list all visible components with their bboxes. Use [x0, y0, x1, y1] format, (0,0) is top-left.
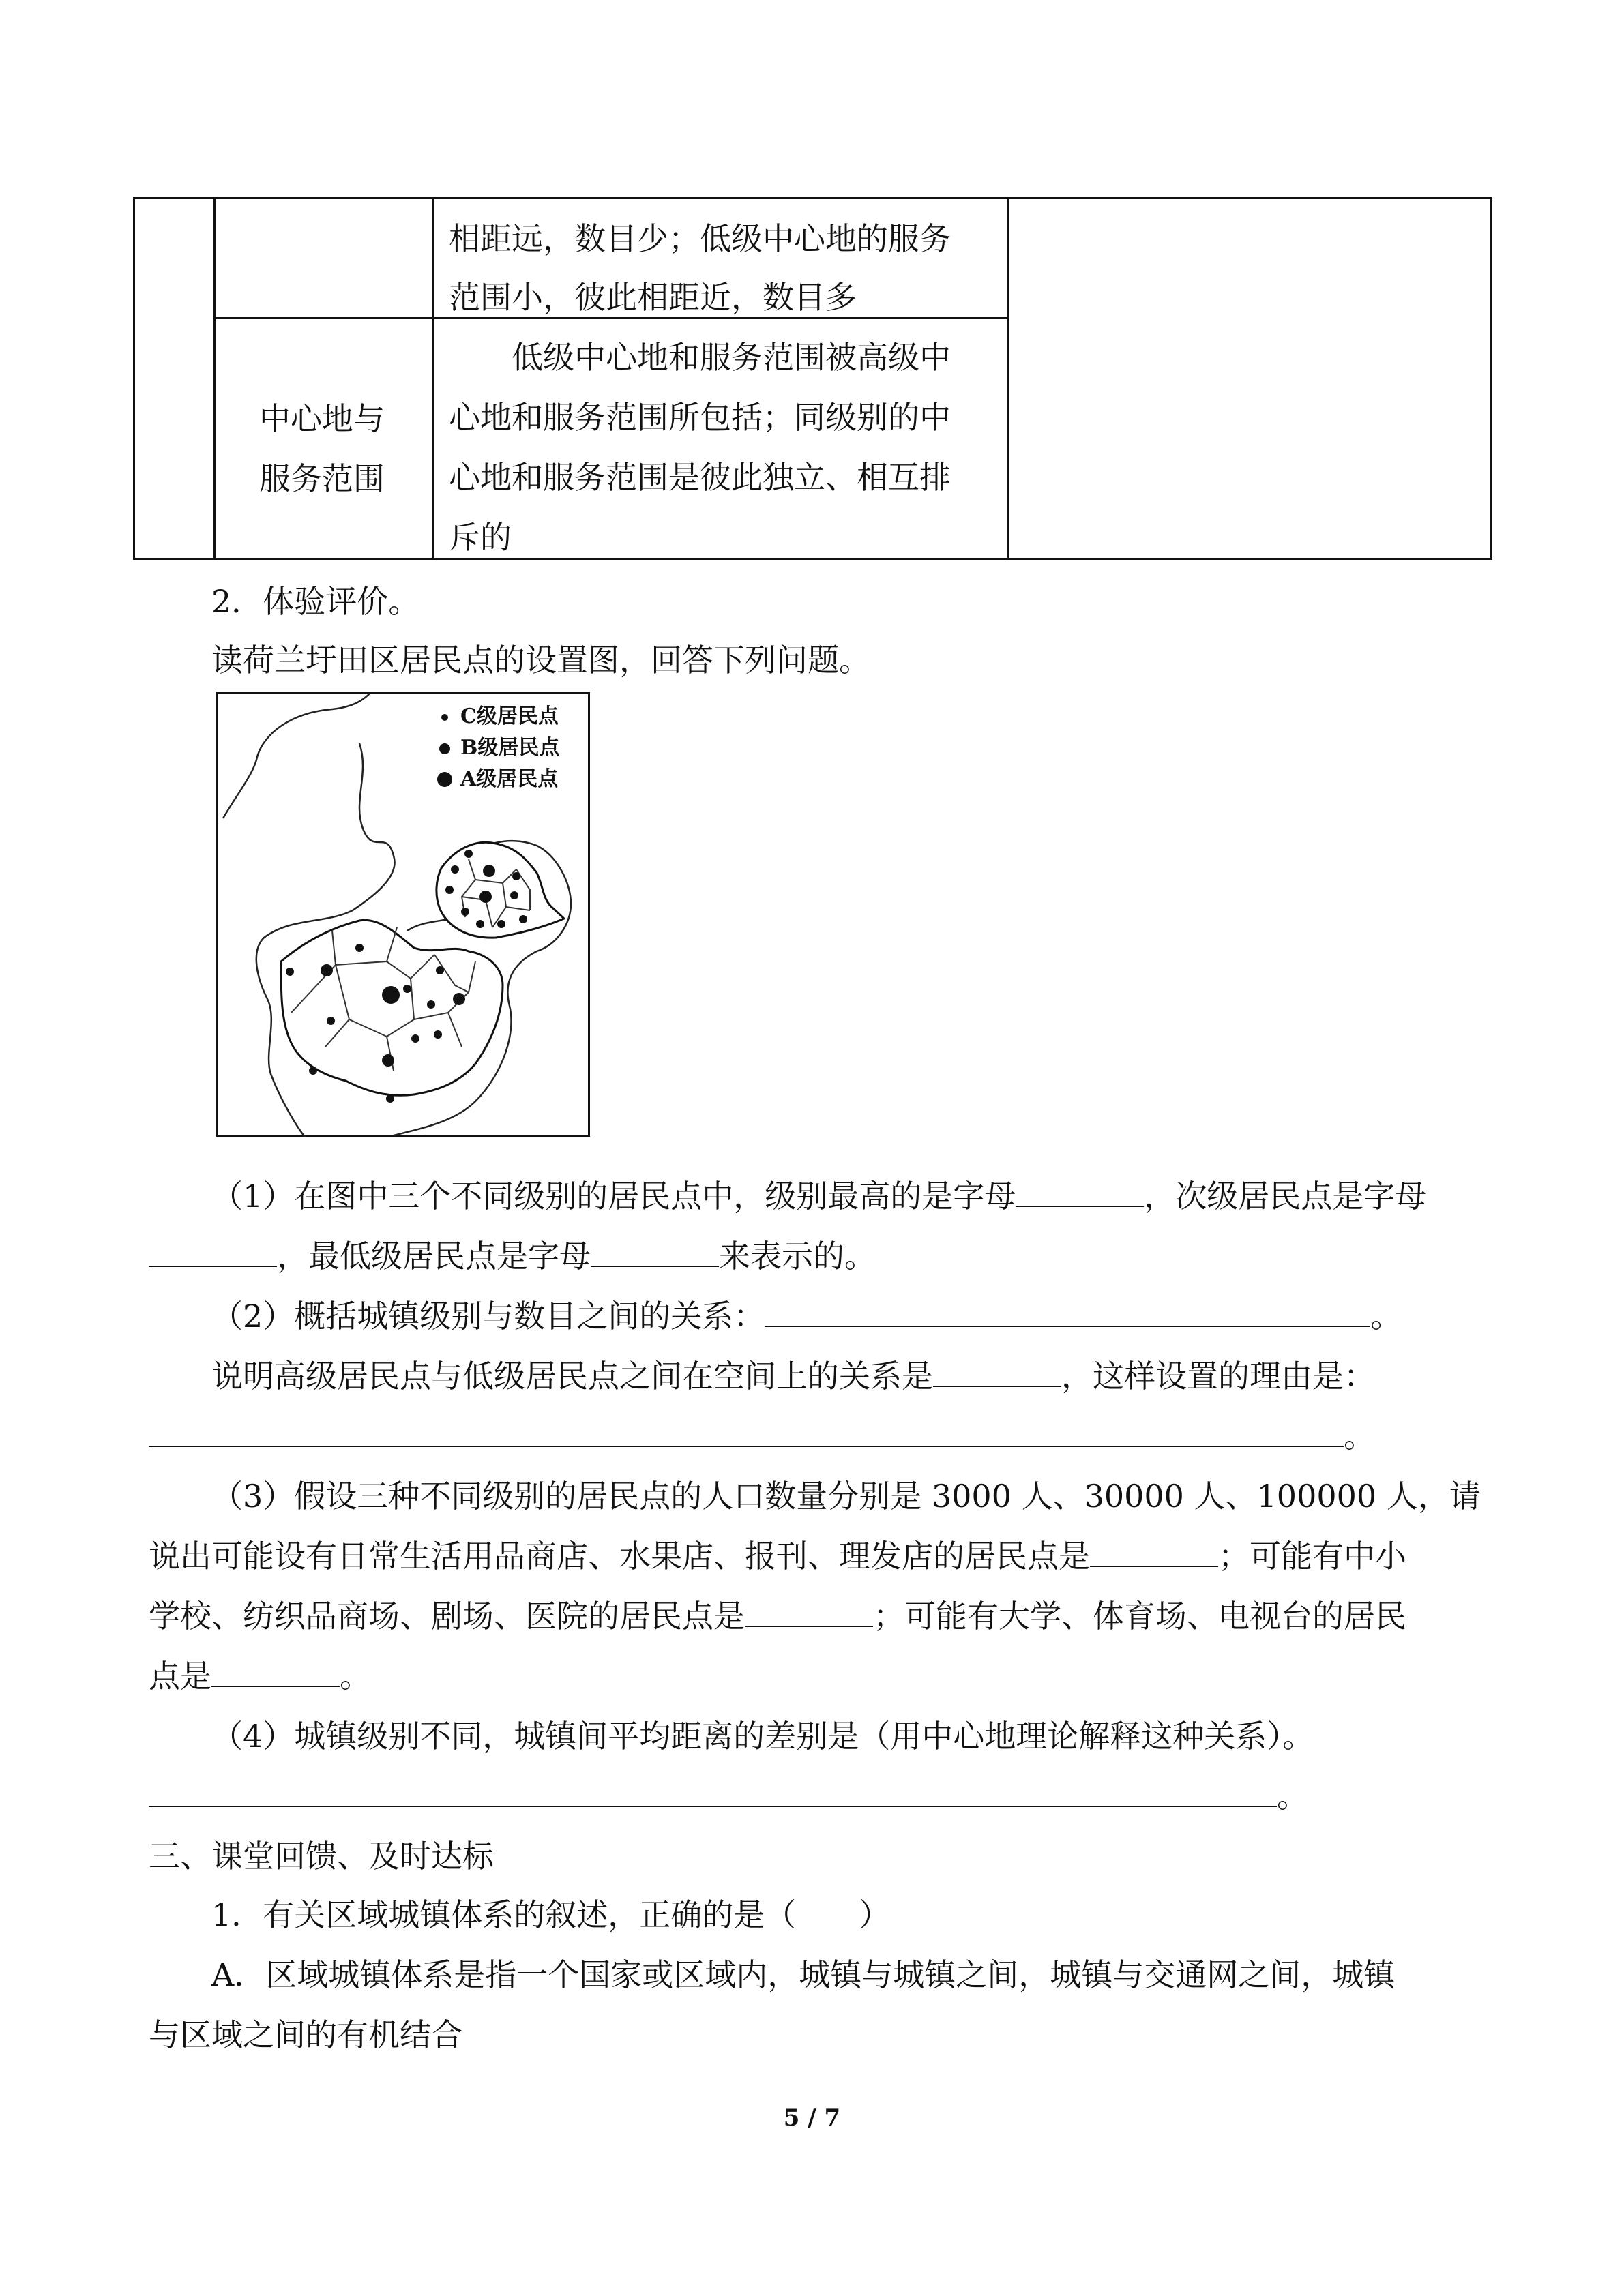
settlement-b	[321, 964, 333, 976]
section-3-q1: 1．有关区域城镇体系的叙述，正确的是（ ）	[211, 1896, 891, 1933]
q3-text: 。	[340, 1658, 371, 1695]
settlement-c	[327, 1017, 335, 1025]
settlement-c	[461, 908, 469, 916]
section-3-option-a-line-2: 与区域之间的有机结合	[149, 2016, 462, 2053]
settlement-c	[497, 920, 505, 928]
settlement-b	[382, 1054, 394, 1067]
answer-blank-q1-second[interactable]	[149, 1237, 277, 1267]
answer-blank-q2-reason[interactable]	[149, 1417, 1344, 1447]
q3-text: ；可能有中小	[1218, 1538, 1406, 1575]
table-col-sep-3	[1007, 197, 1009, 560]
settlement-c	[355, 944, 364, 952]
q2-text: 。	[1344, 1418, 1375, 1455]
table-border-top	[133, 197, 1492, 199]
settlement-c	[476, 920, 484, 928]
section-2-heading: 2．体验评价。	[211, 583, 420, 620]
table-row-2-label-line: 中心地与	[259, 400, 385, 437]
answer-blank-q2-relation[interactable]	[765, 1297, 1370, 1327]
q1-text: ，最低级居民点是字母	[277, 1238, 591, 1274]
q2-line-2	[211, 1356, 1375, 1397]
q1-text: ，次级居民点是字母	[1144, 1178, 1427, 1214]
table-row-2-desc-line: 低级中心地和服务范围被高级中	[512, 339, 951, 376]
answer-blank-q1-lowest[interactable]	[591, 1237, 719, 1267]
q3-text: 学校、纺织品商场、剧场、医院的居民点是	[149, 1598, 745, 1635]
q4-line-2	[149, 1776, 1308, 1817]
answer-blank-q4-distance[interactable]	[149, 1777, 1277, 1807]
settlement-c	[286, 968, 294, 976]
table-border-bottom	[133, 558, 1492, 560]
q1-text: （1）在图中三个不同级别的居民点中，级别最高的是字母	[211, 1178, 1016, 1214]
table-border-right	[1490, 197, 1492, 560]
q2-text: ，这样设置的理由是：	[1061, 1358, 1375, 1395]
q3-text: ；可能有大学、体育场、电视台的居民	[873, 1598, 1406, 1635]
section-3-heading: 三、课堂回馈、及时达标	[149, 1838, 494, 1875]
q1-line-2	[149, 1236, 876, 1277]
settlement-c	[434, 1030, 442, 1039]
settlement-c	[512, 872, 520, 880]
settlement-c	[386, 1094, 394, 1103]
settlement-c	[309, 1067, 317, 1075]
legend-c-label: C级居民点	[460, 704, 559, 728]
section-3-option-a-line-1: A．区域城镇体系是指一个国家或区域内，城镇与城镇之间，城镇与交通网之间，城镇	[211, 1956, 1396, 1993]
table-row-2-desc-line: 心地和服务范围所包括；同级别的中	[449, 399, 951, 436]
q2-text: 。	[1370, 1298, 1402, 1335]
q3-text: 点是	[149, 1658, 211, 1695]
legend-b-label: B级居民点	[460, 736, 560, 760]
answer-blank-q3-school[interactable]	[745, 1597, 873, 1627]
settlement-c	[436, 966, 444, 974]
section-2-intro: 读荷兰圩田区居民点的设置图，回答下列问题。	[211, 642, 870, 679]
answer-blank-q3-daily[interactable]	[1090, 1537, 1218, 1567]
table-col-sep-2	[432, 197, 434, 560]
settlement-b	[479, 891, 492, 903]
legend-a-dot	[437, 772, 452, 787]
settlement-c	[451, 865, 459, 874]
q4-text: 。	[1277, 1778, 1308, 1815]
settlement-b	[483, 865, 495, 877]
settlement-b	[453, 993, 465, 1005]
settlement-c	[403, 985, 411, 993]
settlement-c	[411, 1034, 419, 1043]
table-row-1-desc-line: 范围小，彼此相距近，数目多	[449, 279, 857, 316]
q3-text: 说出可能设有日常生活用品商店、水果店、报刊、理发店的居民点是	[149, 1538, 1090, 1575]
q1-line-1	[211, 1176, 1426, 1217]
settlement-a	[382, 986, 400, 1004]
table-row-2-desc-line: 斥的	[449, 519, 512, 556]
table-col-sep-1	[213, 197, 216, 560]
polder-settlement-map	[216, 692, 590, 1137]
q3-line-1: （3）假设三种不同级别的居民点的人口数量分别是 3000 人、30000 人、100000 人，请	[211, 1478, 1481, 1515]
q2-text: （2）概括城镇级别与数目之间的关系：	[211, 1298, 765, 1335]
settlement-c	[519, 915, 527, 923]
q4-line-1: （4）城镇级别不同，城镇间平均距离的差别是（用中心地理论解释这种关系）。	[211, 1718, 1314, 1755]
settlement-c	[445, 886, 454, 894]
table-row-1-desc-line: 相距远，数目少；低级中心地的服务	[449, 220, 951, 257]
legend-a-label: A级居民点	[460, 767, 559, 791]
q2-text: 说明高级居民点与低级居民点之间在空间上的关系是	[211, 1358, 933, 1395]
page-number: 5 / 7	[783, 2104, 841, 2132]
answer-blank-q3-university[interactable]	[211, 1657, 340, 1687]
q2-line-1	[211, 1296, 1402, 1337]
q3-line-4	[149, 1656, 371, 1697]
legend-b-dot	[439, 743, 450, 754]
settlement-c	[464, 850, 473, 858]
q1-text: 来表示的。	[719, 1238, 876, 1274]
q2-line-3	[149, 1416, 1375, 1457]
table-row-2-label-line: 服务范围	[259, 460, 385, 497]
settlement-c	[427, 1000, 435, 1009]
q3-line-3	[149, 1596, 1406, 1637]
settlement-c	[510, 891, 518, 899]
table-row-2-desc-line: 心地和服务范围是彼此独立、相互排	[449, 459, 951, 496]
answer-blank-q1-highest[interactable]	[1016, 1177, 1144, 1207]
answer-blank-q2-spatial[interactable]	[933, 1357, 1061, 1387]
legend-c-dot	[441, 714, 448, 721]
table-border-left	[133, 197, 135, 560]
q3-line-2	[149, 1536, 1406, 1577]
